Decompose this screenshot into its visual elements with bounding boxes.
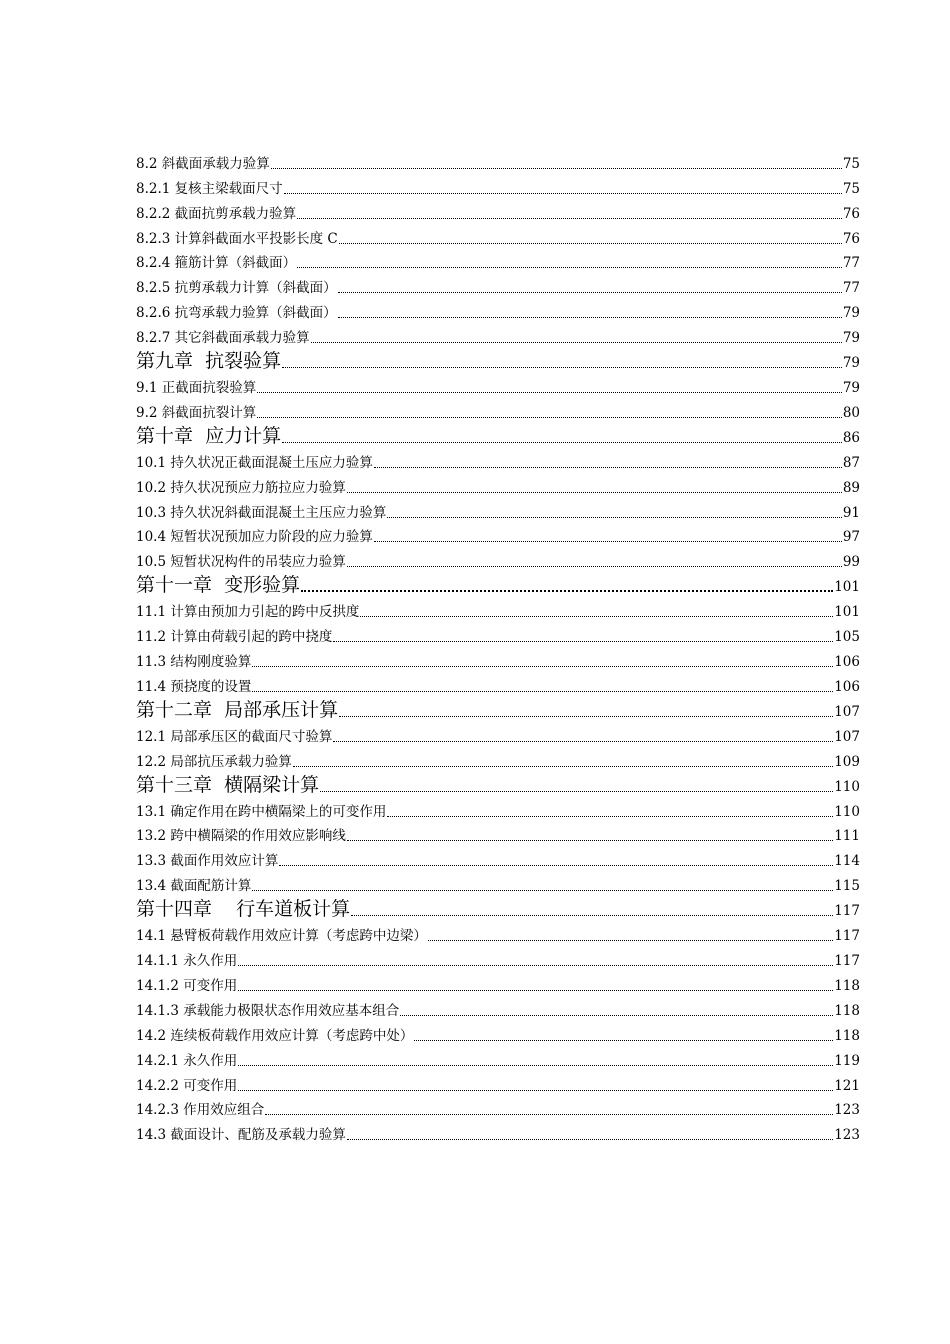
toc-page-number: 77 bbox=[842, 255, 860, 272]
toc-entry-title: 11.4 预挠度的设置 bbox=[136, 678, 252, 695]
toc-dot-leader bbox=[265, 1113, 833, 1115]
toc-entry-title: 9.1 正截面抗裂验算 bbox=[136, 380, 257, 397]
toc-dot-leader bbox=[257, 391, 842, 393]
toc-entry-title: 9.2 斜截面抗裂计算 bbox=[136, 404, 257, 421]
toc-entry[interactable] bbox=[136, 920, 860, 945]
toc-dot-leader bbox=[400, 1014, 833, 1016]
toc-page-number: 106 bbox=[834, 654, 860, 671]
toc-entry-title: 14.2 连续板荷载作用效应计算（考虑跨中处） bbox=[136, 1027, 414, 1044]
toc-entry[interactable] bbox=[136, 198, 860, 223]
toc-dot-leader bbox=[282, 366, 842, 368]
toc-entry[interactable] bbox=[136, 1070, 860, 1095]
toc-page-number: 123 bbox=[834, 1102, 860, 1119]
toc-dot-leader bbox=[252, 690, 833, 692]
toc-entry-title: 12.2 局部抗压承载力验算 bbox=[136, 753, 292, 770]
toc-chapter-entry[interactable] bbox=[136, 422, 860, 447]
toc-entry-title: 10.2 持久状况预应力筋拉应力验算 bbox=[136, 479, 346, 496]
toc-entry[interactable] bbox=[136, 1045, 860, 1070]
toc-page-number: 75 bbox=[842, 180, 860, 197]
toc-page-number: 87 bbox=[842, 454, 860, 471]
toc-entry-title: 第九章 抗裂验算 bbox=[136, 350, 282, 373]
toc-entry-title: 8.2.6 抗弯承载力验算（斜截面） bbox=[136, 305, 337, 322]
toc-entry[interactable] bbox=[136, 845, 860, 870]
toc-page-number: 110 bbox=[834, 778, 860, 795]
toc-entry-title: 8.2.2 截面抗剪承载力验算 bbox=[136, 205, 297, 222]
toc-entry[interactable] bbox=[136, 970, 860, 995]
toc-dot-leader bbox=[282, 441, 842, 443]
toc-entry[interactable] bbox=[136, 522, 860, 547]
toc-dot-leader bbox=[238, 989, 833, 991]
toc-entry[interactable] bbox=[136, 497, 860, 522]
toc-entry[interactable] bbox=[136, 671, 860, 696]
toc-dot-leader bbox=[338, 316, 842, 318]
toc-dot-leader bbox=[339, 242, 842, 244]
toc-chapter-entry[interactable] bbox=[136, 696, 860, 721]
toc-dot-leader bbox=[374, 466, 842, 468]
toc-entry[interactable] bbox=[136, 646, 860, 671]
toc-entry-title: 11.1 计算由预加力引起的跨中反拱度 bbox=[136, 604, 360, 621]
toc-entry[interactable] bbox=[136, 1119, 860, 1144]
toc-page-number: 123 bbox=[834, 1127, 860, 1144]
toc-entry-title: 11.3 结构刚度验算 bbox=[136, 654, 252, 671]
toc-chapter-entry[interactable] bbox=[136, 895, 860, 920]
toc-entry-title: 8.2 斜截面承载力验算 bbox=[136, 155, 270, 172]
toc-page-number: 106 bbox=[834, 678, 860, 695]
toc-entry-title: 14.1 悬臂板荷载作用效应计算（考虑跨中边梁） bbox=[136, 928, 427, 945]
toc-entry[interactable] bbox=[136, 1095, 860, 1120]
toc-entry-title: 第十三章 横隔梁计算 bbox=[136, 773, 320, 796]
toc-entry-title: 10.1 持久状况正截面混凝土压应力验算 bbox=[136, 454, 373, 471]
toc-dot-leader bbox=[252, 889, 833, 891]
toc-entry-title: 10.3 持久状况斜截面混凝土主压应力验算 bbox=[136, 504, 387, 521]
toc-dot-leader bbox=[279, 864, 833, 866]
toc-entry[interactable] bbox=[136, 821, 860, 846]
toc-chapter-entry[interactable] bbox=[136, 571, 860, 596]
toc-dot-leader bbox=[428, 939, 833, 941]
toc-chapter-entry[interactable] bbox=[136, 347, 860, 372]
toc-entry-title: 14.2.1 永久作用 bbox=[136, 1052, 238, 1069]
toc-entry-title: 第十四章 行车道板计算 bbox=[136, 898, 351, 921]
toc-entry[interactable] bbox=[136, 372, 860, 397]
toc-dot-leader bbox=[320, 790, 833, 792]
toc-dot-leader bbox=[238, 1064, 833, 1066]
toc-entry-title: 10.4 短暂状况预加应力阶段的应力验算 bbox=[136, 529, 373, 546]
toc-page-number: 121 bbox=[834, 1077, 860, 1094]
toc-entry-title: 11.2 计算由荷载引起的跨中挠度 bbox=[136, 629, 333, 646]
toc-entry-title: 8.2.4 箍筋计算（斜截面） bbox=[136, 255, 297, 272]
toc-entry[interactable] bbox=[136, 148, 860, 173]
toc-entry-title: 13.3 截面作用效应计算 bbox=[136, 853, 279, 870]
toc-entry-title: 14.1.2 可变作用 bbox=[136, 977, 238, 994]
toc-entry[interactable] bbox=[136, 297, 860, 322]
toc-entry[interactable] bbox=[136, 945, 860, 970]
toc-dot-leader bbox=[374, 540, 842, 542]
toc-page-number: 107 bbox=[834, 703, 860, 720]
toc-dot-leader bbox=[338, 291, 842, 293]
toc-entry[interactable] bbox=[136, 322, 860, 347]
toc-page-number: 99 bbox=[842, 554, 860, 571]
toc-dot-leader bbox=[339, 715, 833, 717]
toc-page-number: 75 bbox=[842, 155, 860, 172]
toc-page-number: 89 bbox=[842, 479, 860, 496]
toc-entry[interactable] bbox=[136, 546, 860, 571]
table-of-contents bbox=[136, 148, 860, 1144]
toc-dot-leader bbox=[387, 516, 841, 518]
toc-entry-title: 13.1 确定作用在跨中横隔梁上的可变作用 bbox=[136, 803, 387, 820]
toc-page-number: 110 bbox=[834, 803, 860, 820]
toc-entry-title: 8.2.5 抗剪承载力计算（斜截面） bbox=[136, 280, 337, 297]
toc-entry-title: 14.1.3 承载能力极限状态作用效应基本组合 bbox=[136, 1002, 400, 1019]
toc-dot-leader bbox=[333, 640, 833, 642]
toc-dot-leader bbox=[414, 1039, 833, 1041]
toc-entry[interactable] bbox=[136, 621, 860, 646]
toc-entry-title: 第十章 应力计算 bbox=[136, 424, 282, 447]
toc-page-number: 76 bbox=[842, 205, 860, 222]
toc-entry[interactable] bbox=[136, 472, 860, 497]
toc-entry-title: 14.2.2 可变作用 bbox=[136, 1077, 238, 1094]
toc-dot-leader bbox=[360, 615, 833, 617]
toc-dot-leader bbox=[257, 416, 842, 418]
toc-entry-title: 8.2.7 其它斜截面承载力验算 bbox=[136, 330, 310, 347]
toc-page-number: 79 bbox=[842, 305, 860, 322]
toc-entry-title: 第十二章 局部承压计算 bbox=[136, 698, 339, 721]
toc-entry-title: 13.4 截面配筋计算 bbox=[136, 878, 252, 895]
toc-page-number: 91 bbox=[842, 504, 860, 521]
toc-dot-leader bbox=[347, 839, 833, 841]
toc-page-number: 79 bbox=[842, 355, 860, 372]
toc-dot-leader bbox=[297, 217, 842, 219]
toc-dot-leader bbox=[351, 914, 833, 916]
toc-page-number: 105 bbox=[834, 629, 860, 646]
toc-page-number: 114 bbox=[834, 853, 860, 870]
toc-entry[interactable] bbox=[136, 1020, 860, 1045]
toc-entry[interactable] bbox=[136, 272, 860, 297]
toc-page-number: 117 bbox=[834, 953, 860, 970]
toc-entry-title: 14.1.1 永久作用 bbox=[136, 953, 238, 970]
toc-page-number: 77 bbox=[842, 280, 860, 297]
toc-entry[interactable] bbox=[136, 596, 860, 621]
toc-page-number: 119 bbox=[834, 1052, 860, 1069]
toc-entry[interactable] bbox=[136, 796, 860, 821]
toc-page-number: 76 bbox=[842, 230, 860, 247]
toc-dot-leader bbox=[347, 1138, 833, 1140]
toc-dot-leader bbox=[347, 491, 842, 493]
toc-dot-leader bbox=[301, 589, 833, 592]
toc-page-number: 117 bbox=[834, 928, 860, 945]
toc-chapter-entry[interactable] bbox=[136, 771, 860, 796]
toc-entry[interactable] bbox=[136, 173, 860, 198]
toc-page-number: 79 bbox=[842, 330, 860, 347]
toc-page-number: 97 bbox=[842, 529, 860, 546]
toc-dot-leader bbox=[293, 765, 833, 767]
toc-entry[interactable] bbox=[136, 721, 860, 746]
toc-dot-leader bbox=[311, 341, 842, 343]
toc-page-number: 111 bbox=[834, 828, 860, 845]
toc-entry-title: 8.2.1 复核主梁载面尺寸 bbox=[136, 180, 283, 197]
toc-entry[interactable] bbox=[136, 995, 860, 1020]
toc-page-number: 118 bbox=[834, 1002, 860, 1019]
toc-dot-leader bbox=[271, 167, 842, 169]
toc-dot-leader bbox=[238, 1089, 833, 1091]
toc-entry[interactable] bbox=[136, 397, 860, 422]
toc-dot-leader bbox=[252, 665, 833, 667]
toc-entry[interactable] bbox=[136, 746, 860, 771]
toc-entry-title: 14.2.3 作用效应组合 bbox=[136, 1102, 265, 1119]
toc-page-number: 109 bbox=[834, 753, 860, 770]
toc-page-number: 107 bbox=[834, 728, 860, 745]
toc-page-number: 79 bbox=[842, 380, 860, 397]
toc-entry-title: 8.2.3 计算斜截面水平投影长度 C bbox=[136, 230, 338, 247]
toc-page-number: 118 bbox=[834, 1027, 860, 1044]
toc-page-number: 86 bbox=[842, 429, 860, 446]
toc-page-number: 101 bbox=[834, 579, 860, 596]
toc-entry-title: 14.3 截面设计、配筋及承载力验算 bbox=[136, 1127, 346, 1144]
toc-dot-leader bbox=[284, 192, 842, 194]
toc-entry-title: 10.5 短暂状况构件的吊装应力验算 bbox=[136, 554, 346, 571]
toc-entry[interactable] bbox=[136, 870, 860, 895]
toc-dot-leader bbox=[347, 565, 842, 567]
toc-dot-leader bbox=[387, 815, 833, 817]
toc-entry-title: 13.2 跨中横隔梁的作用效应影响线 bbox=[136, 828, 346, 845]
toc-page-number: 101 bbox=[834, 604, 860, 621]
toc-dot-leader bbox=[238, 964, 833, 966]
toc-entry[interactable] bbox=[136, 248, 860, 273]
toc-page-number: 80 bbox=[842, 404, 860, 421]
toc-page-number: 118 bbox=[834, 977, 860, 994]
toc-dot-leader bbox=[333, 740, 833, 742]
toc-entry[interactable] bbox=[136, 447, 860, 472]
toc-entry-title: 第十一章 变形验算 bbox=[136, 574, 301, 597]
toc-page-number: 115 bbox=[834, 878, 860, 895]
toc-entry[interactable] bbox=[136, 223, 860, 248]
toc-page-number: 117 bbox=[834, 903, 860, 920]
toc-dot-leader bbox=[297, 266, 842, 268]
toc-entry-title: 12.1 局部承压区的截面尺寸验算 bbox=[136, 728, 333, 745]
